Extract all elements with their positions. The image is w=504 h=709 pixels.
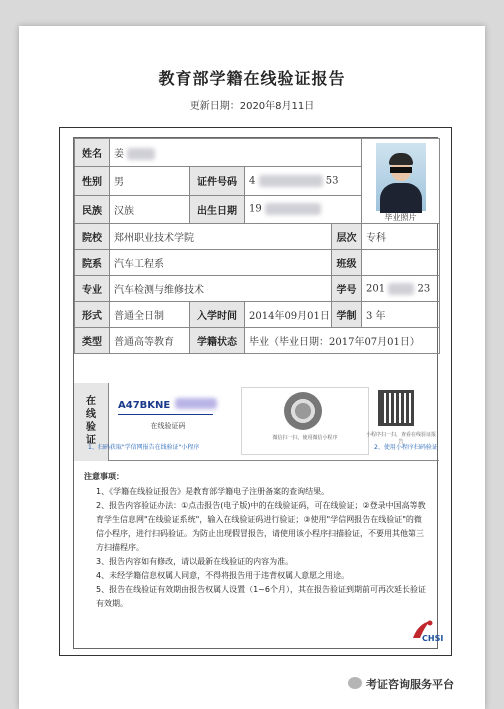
class-label: 班级 — [332, 250, 362, 276]
info-table — [74, 138, 440, 354]
id-label: 证件号码 — [190, 167, 245, 195]
wechat-icon — [284, 392, 322, 430]
department-label: 院系 — [75, 250, 110, 276]
verify-code[interactable] — [118, 393, 218, 431]
redacted-block — [388, 283, 414, 295]
form-value: 普通全日制 — [110, 302, 190, 328]
id-suffix: 53 — [325, 175, 339, 187]
duration-label: 学制 — [332, 302, 362, 328]
notes-section — [84, 470, 429, 611]
report-paper — [19, 26, 485, 709]
qr-caption: 小程序扫一扫，查看在线验证报告 — [366, 432, 437, 445]
major-label: 专业 — [75, 276, 110, 302]
notes-title: 注意事项： — [84, 472, 124, 481]
name-text: 姜 — [114, 148, 124, 160]
student-id-suffix: 23 — [417, 283, 431, 294]
note-item: 3、报告内容如有修改，请以最新在线验证的内容为准。 — [96, 557, 294, 566]
note-item: 1、《学籍在线验证报告》是教育部学籍电子注册备案的查询结果。 — [96, 487, 330, 496]
table-row — [75, 276, 440, 302]
class-value — [362, 250, 440, 276]
update-date: 更新日期：2020年8月11日 — [189, 101, 315, 112]
school-value: 郑州职业技术学院 — [110, 224, 332, 250]
name-label: 姓名 — [75, 139, 110, 167]
enroll-value: 2014年09月01日 — [245, 302, 332, 328]
major-value: 汽车检测与维修技术 — [110, 276, 332, 302]
note-item: 4、未经学籍信息权属人同意，不得将报告用于违背权属人意愿之用途。 — [96, 571, 350, 580]
enroll-label: 入学时间 — [190, 302, 245, 328]
gender-value: 男 — [110, 167, 190, 195]
verify-code-prefix[interactable]: A47BKNE — [118, 400, 171, 411]
birth-label: 出生日期 — [190, 195, 245, 223]
report-body — [73, 137, 444, 649]
page-title: 教育部学籍在线验证报告 — [158, 69, 346, 88]
table-row — [75, 250, 440, 276]
mini-program-box — [241, 387, 369, 455]
duration-value: 3 年 — [362, 302, 440, 328]
step1-text: 1、扫码获取"学信网报告在线验证"小程序 — [88, 444, 200, 451]
student-id-prefix: 201 — [366, 283, 386, 294]
birth-value — [245, 195, 362, 223]
department-value: 汽车工程系 — [110, 250, 332, 276]
qr-code-icon — [378, 390, 414, 426]
level-label: 层次 — [332, 224, 362, 250]
wechat-icon — [348, 677, 362, 689]
table-row — [75, 139, 440, 167]
status-value: 毕业（毕业日期：2017年07月01日） — [245, 328, 440, 354]
redacted-block — [265, 203, 321, 215]
photo-cell — [362, 139, 440, 224]
type-label: 类型 — [75, 328, 110, 354]
type-value: 普通高等教育 — [110, 328, 190, 354]
status-label: 学籍状态 — [190, 328, 245, 354]
redacted-block — [259, 175, 323, 187]
form-label: 形式 — [75, 302, 110, 328]
ethnicity-value: 汉族 — [110, 195, 190, 223]
photo-icon — [376, 143, 426, 211]
footer-watermark: 考证咨询服务平台 — [366, 678, 454, 691]
school-label: 院校 — [75, 224, 110, 250]
verify-label-text: 在线验证 — [86, 396, 96, 446]
ethnicity-label: 民族 — [75, 195, 110, 223]
photo-caption: 毕业照片 — [384, 213, 417, 222]
student-id-value — [362, 276, 440, 302]
report-frame — [59, 127, 452, 656]
birth-prefix: 19 — [249, 203, 262, 215]
redacted-block — [175, 398, 217, 409]
student-id-label: 学号 — [332, 276, 362, 302]
table-row — [75, 302, 440, 328]
table-row — [75, 328, 440, 354]
note-item: 5、报告在线验证有效期由报告权属人设置（1~6个月），其在报告验证到期前可再次延长验证有效期。 — [96, 585, 426, 608]
id-prefix: 4 — [249, 175, 256, 187]
gender-label: 性别 — [75, 167, 110, 195]
note-item: 2、报告内容验证办法：①点击报告(电子版)中的在线验证码，可在线验证；②登录中国高等教育学生信息网"在线验证系统"，输入在线验证码进行验证；③使用"学信网报告在线验证"的微信小程序，进行扫码验证。为防止出现假冒报告，请使用该小程序扫描验证，不要用其他第三方扫描程序。 — [96, 501, 426, 552]
mini-caption: 微信扫一扫，使用微信小程序 — [272, 435, 338, 441]
code-caption: 在线验证码 — [150, 422, 186, 430]
step2-text: 2、使用小程序扫码验证 — [374, 444, 438, 451]
verify-row — [74, 383, 439, 461]
name-value — [110, 139, 362, 167]
id-value — [245, 167, 362, 195]
code-underline — [118, 414, 213, 415]
level-value: 专科 — [362, 224, 440, 250]
chsi-logo-text: CHSI — [422, 634, 444, 643]
redacted-block — [127, 148, 155, 160]
table-row — [75, 224, 440, 250]
